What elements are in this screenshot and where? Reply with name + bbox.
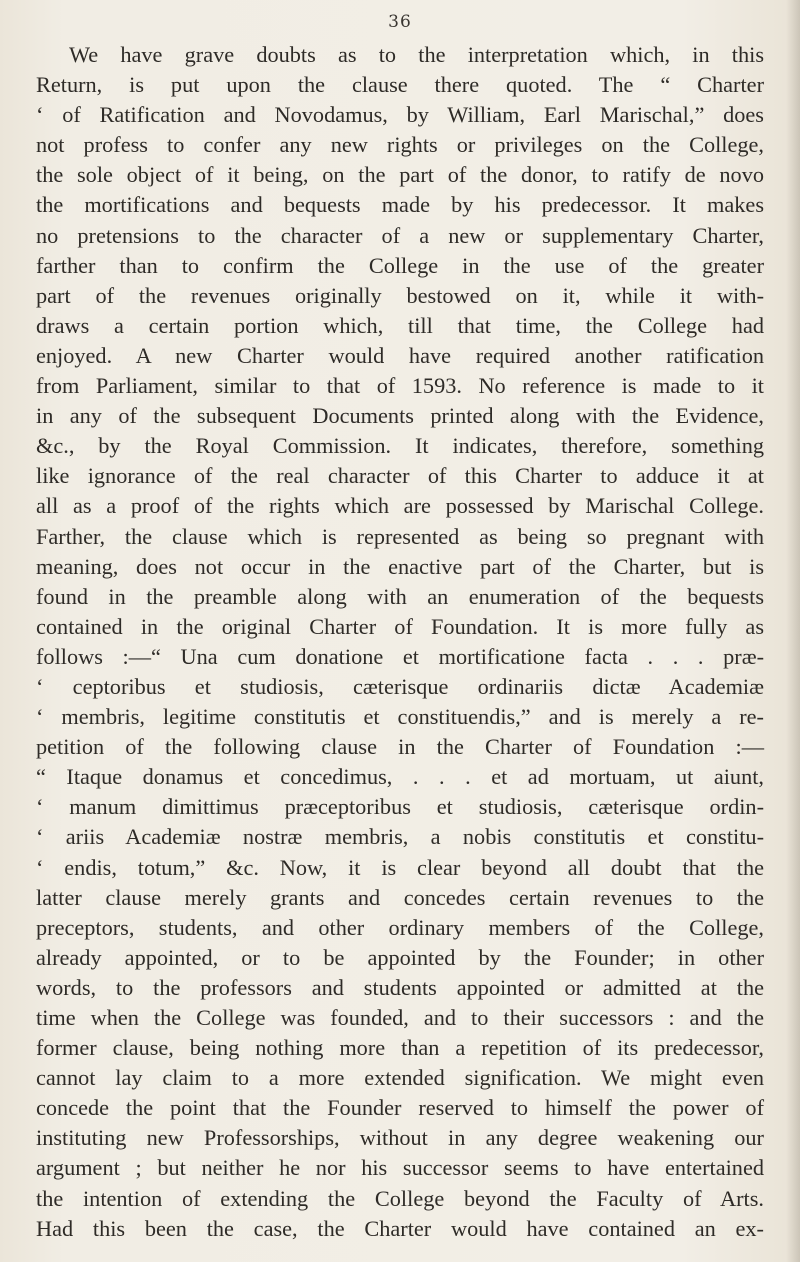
text-line: all as a proof of the rights which are possessed by Marischal College. [36,493,764,519]
text-line: preceptors, students, and other ordinary members of the College, [36,914,764,940]
body-paragraph [36,40,764,1244]
text-line: ‘ of Ratification and Novodamus, by William, Earl Marischal,” does [36,102,764,128]
text-line: Return, is put upon the clause there quoted. The “ Charter [36,72,764,98]
text-line: latter clause merely grants and concedes certain revenues to the [36,884,764,910]
text-line: like ignorance of the real character of this Charter to adduce it at [36,463,764,489]
page-edge-shadow [786,0,800,1262]
text-line: We have grave doubts as to the interpretation which, in this [69,42,764,67]
text-line: Had this been the case, the Charter would have contained an ex- [36,1215,764,1241]
text-line: meaning, does not occur in the enactive part of the Charter, but is [36,553,764,579]
page-number: 36 [388,12,412,32]
text-line: ‘ ariis Academiæ nostræ membris, a nobis constitutis et constitu- [36,824,764,850]
text-line: ‘ ceptoribus et studiosis, cæterisque ordinariis dictæ Academiæ [36,673,764,699]
text-line: &c., by the Royal Commission. It indicates, therefore, something [36,433,764,459]
text-line: already appointed, or to be appointed by the Founder; in other [36,944,764,970]
text-line: the intention of extending the College beyond the Faculty of Arts. [36,1185,764,1211]
text-line: time when the College was founded, and to their successors : and the [36,1005,764,1030]
text-line: from Parliament, similar to that of 1593. No reference is made to it [36,373,764,399]
text-line: no pretensions to the character of a new or supplementary Charter, [36,222,764,248]
text-line: ‘ membris, legitime constitutis et constituendis,” and is merely a re- [36,704,764,730]
text-line: enjoyed. A new Charter would have required another ratification [36,342,764,368]
text-line: follows :—“ Una cum donatione et mortificatione facta . . . præ- [36,643,764,669]
text-line: farther than to confirm the College in the use of the greater [36,252,764,278]
text-line: not profess to confer any new rights or privileges on the College, [36,132,764,158]
text-line: the sole object of it being, on the part of the donor, to ratify de novo [36,162,764,188]
text-line: concede the point that the Founder reserved to himself the power of [36,1095,764,1121]
text-line: ‘ manum dimittimus præceptoribus et studiosis, cæterisque ordin- [36,794,764,820]
text-line: former clause, being nothing more than a repetition of its predecessor, [36,1035,764,1061]
text-line: draws a certain portion which, till that time, the College had [36,312,764,338]
text-line: contained in the original Charter of Foundation. It is more fully as [36,613,764,639]
text-line: Farther, the clause which is represented as being so pregnant with [36,523,764,549]
text-line: ‘ endis, totum,” &c. Now, it is clear beyond all doubt that the [36,854,764,880]
text-line: cannot lay claim to a more extended signification. We might even [36,1065,764,1091]
text-line: argument ; but neither he nor his successor seems to have entertained [36,1155,764,1181]
text-line: instituting new Professorships, without in any degree weakening our [36,1125,764,1151]
text-line: petition of the following clause in the Charter of Foundation :— [36,734,764,760]
text-line: part of the revenues originally bestowed on it, while it with- [36,282,764,308]
text-line: the mortifications and bequests made by his predecessor. It makes [36,192,764,218]
text-line: in any of the subsequent Documents printed along with the Evidence, [36,403,764,429]
text-line: found in the preamble along with an enumeration of the bequests [36,583,764,609]
text-line: words, to the professors and students appointed or admitted at the [36,974,764,1000]
text-line: “ Itaque donamus et concedimus, . . . et ad mortuam, ut aiunt, [36,764,764,790]
